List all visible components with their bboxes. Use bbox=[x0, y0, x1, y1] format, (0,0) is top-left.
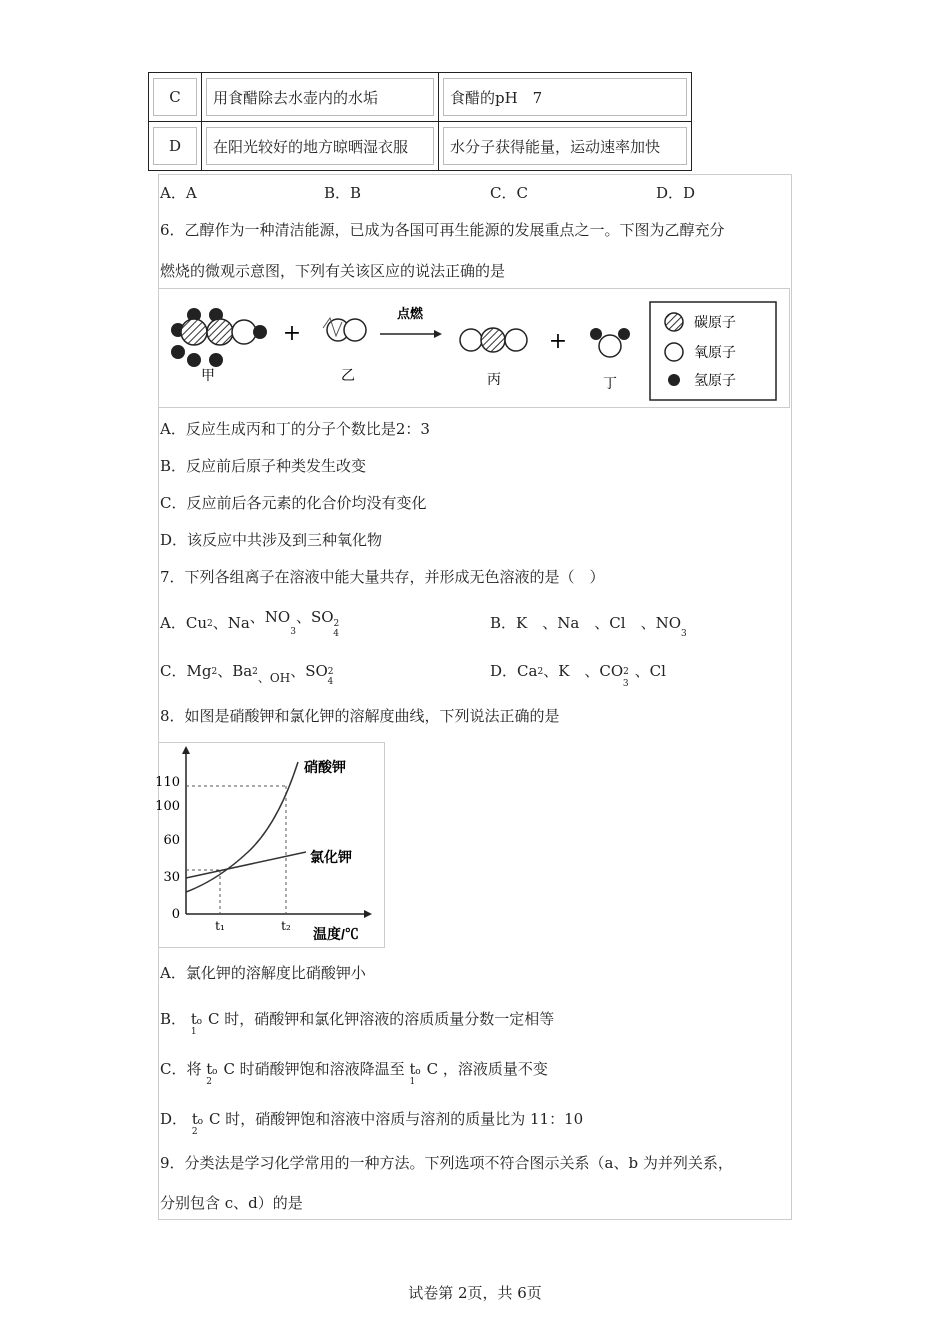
q8-option-c: C．将 $t_2o$ C 时硝酸钾饱和溶液降温至 $t_1o$ C ，溶液质量不变 bbox=[160, 1060, 548, 1087]
q7-option-c: C．Mg2、$Ba2_{、OH}$、$SO2_4$ bbox=[160, 662, 334, 687]
option-a: A．A bbox=[160, 184, 197, 202]
arrow-label: 点燃 bbox=[396, 306, 424, 321]
label-jia: 甲 bbox=[201, 367, 215, 383]
table-cell-explanation: 食醋的pH 7 bbox=[439, 73, 692, 122]
legend bbox=[650, 302, 776, 400]
legend-carbon: 碳原子 bbox=[694, 314, 736, 330]
q6-option-b: B．反应前后原子种类发生改变 bbox=[160, 457, 367, 475]
page-footer: 试卷第 2页，共 6页 bbox=[408, 1284, 542, 1302]
table-row bbox=[149, 73, 692, 122]
q6-stem-2: 燃烧的微观示意图，下列有关该区应的说法正确的是 bbox=[160, 262, 506, 280]
table-cell-practice: 在阳光较好的地方晾晒湿衣服 bbox=[202, 122, 439, 171]
table-cell-letter: D bbox=[149, 122, 202, 171]
q6-stem: 6．乙醇作为一种清洁能源，已成为各国可再生能源的发展重点之一。下图为乙醇充分 bbox=[160, 221, 725, 239]
option-c: C．C bbox=[490, 184, 528, 202]
co2-molecule bbox=[460, 328, 527, 352]
table-cell-explanation: 水分子获得能量，运动速率加快 bbox=[439, 122, 692, 171]
ethanol-molecule bbox=[171, 308, 267, 367]
q5-options bbox=[160, 182, 696, 203]
q6-option-c: C．反应前后各元素的化合价均没有变化 bbox=[160, 494, 427, 512]
answer-table bbox=[148, 72, 692, 171]
table-cell-practice: 用食醋除去水壶内的水垢 bbox=[202, 73, 439, 122]
series-label-kcl: 氯化钾 bbox=[310, 849, 352, 865]
y-tick: 100 bbox=[155, 799, 180, 814]
y-tick: 110 bbox=[155, 775, 180, 790]
table-cell-letter: C bbox=[149, 73, 202, 122]
plus-sign: + bbox=[548, 329, 568, 354]
q8-stem: 8．如图是硝酸钾和氯化钾的溶解度曲线，下列说法正确的是 bbox=[160, 707, 560, 725]
legend-hydrogen: 氢原子 bbox=[694, 372, 736, 388]
y-tick: 60 bbox=[163, 833, 180, 848]
reaction-diagram bbox=[158, 288, 790, 408]
y-tick: 30 bbox=[163, 870, 180, 885]
table-row bbox=[149, 122, 692, 171]
x-tick: t₂ bbox=[281, 919, 291, 933]
solubility-chart bbox=[155, 742, 385, 948]
q7-option-d: D．Ca2、K 、$CO2_3$、Cl bbox=[490, 662, 666, 689]
option-b: B．B bbox=[324, 184, 362, 202]
legend-oxygen: 氧原子 bbox=[694, 344, 736, 360]
q9-stem-2: 分别包含 c、d）的是 bbox=[160, 1194, 303, 1212]
label-bing: 丙 bbox=[487, 371, 501, 387]
q8-option-a: A．氯化钾的溶解度比硝酸钾小 bbox=[160, 964, 366, 982]
q6-option-d: D．该反应中共涉及到三种氧化物 bbox=[160, 531, 383, 549]
x-tick: t₁ bbox=[215, 919, 225, 933]
oxygen-molecule bbox=[323, 318, 366, 341]
x-axis-label: 温度/℃ bbox=[313, 926, 359, 942]
option-d: D．D bbox=[656, 184, 696, 202]
q8-option-b: B． $t_1o$ C 时，硝酸钾和氯化钾溶液的溶质质量分数一定相等 bbox=[160, 1010, 555, 1037]
series-label-kno3: 硝酸钾 bbox=[304, 759, 346, 775]
q7-stem: 7．下列各组离子在溶液中能大量共存，并形成无色溶液的是（ ） bbox=[160, 568, 605, 586]
q7-option-a: A．Cu2、Na、$NO_3$、$SO2_4$ bbox=[160, 608, 340, 639]
q6-option-a: A．反应生成丙和丁的分子个数比是2：3 bbox=[160, 420, 430, 438]
q7-option-b: B．K 、Na 、Cl 、$NO_3$ bbox=[490, 614, 687, 639]
q9-stem: 9．分类法是学习化学常用的一种方法。下列选项不符合图示关系（a、b 为并列关系， bbox=[160, 1154, 733, 1172]
label-ding: 丁 bbox=[603, 375, 617, 391]
label-yi: 乙 bbox=[341, 367, 355, 383]
y-tick: 0 bbox=[171, 907, 180, 922]
plus-sign: + bbox=[282, 321, 302, 346]
q8-option-d: D． $t_2o$ C 时，硝酸钾饱和溶液中溶质与溶剂的质量比为 11：10 bbox=[160, 1110, 584, 1137]
water-molecule bbox=[590, 328, 630, 357]
